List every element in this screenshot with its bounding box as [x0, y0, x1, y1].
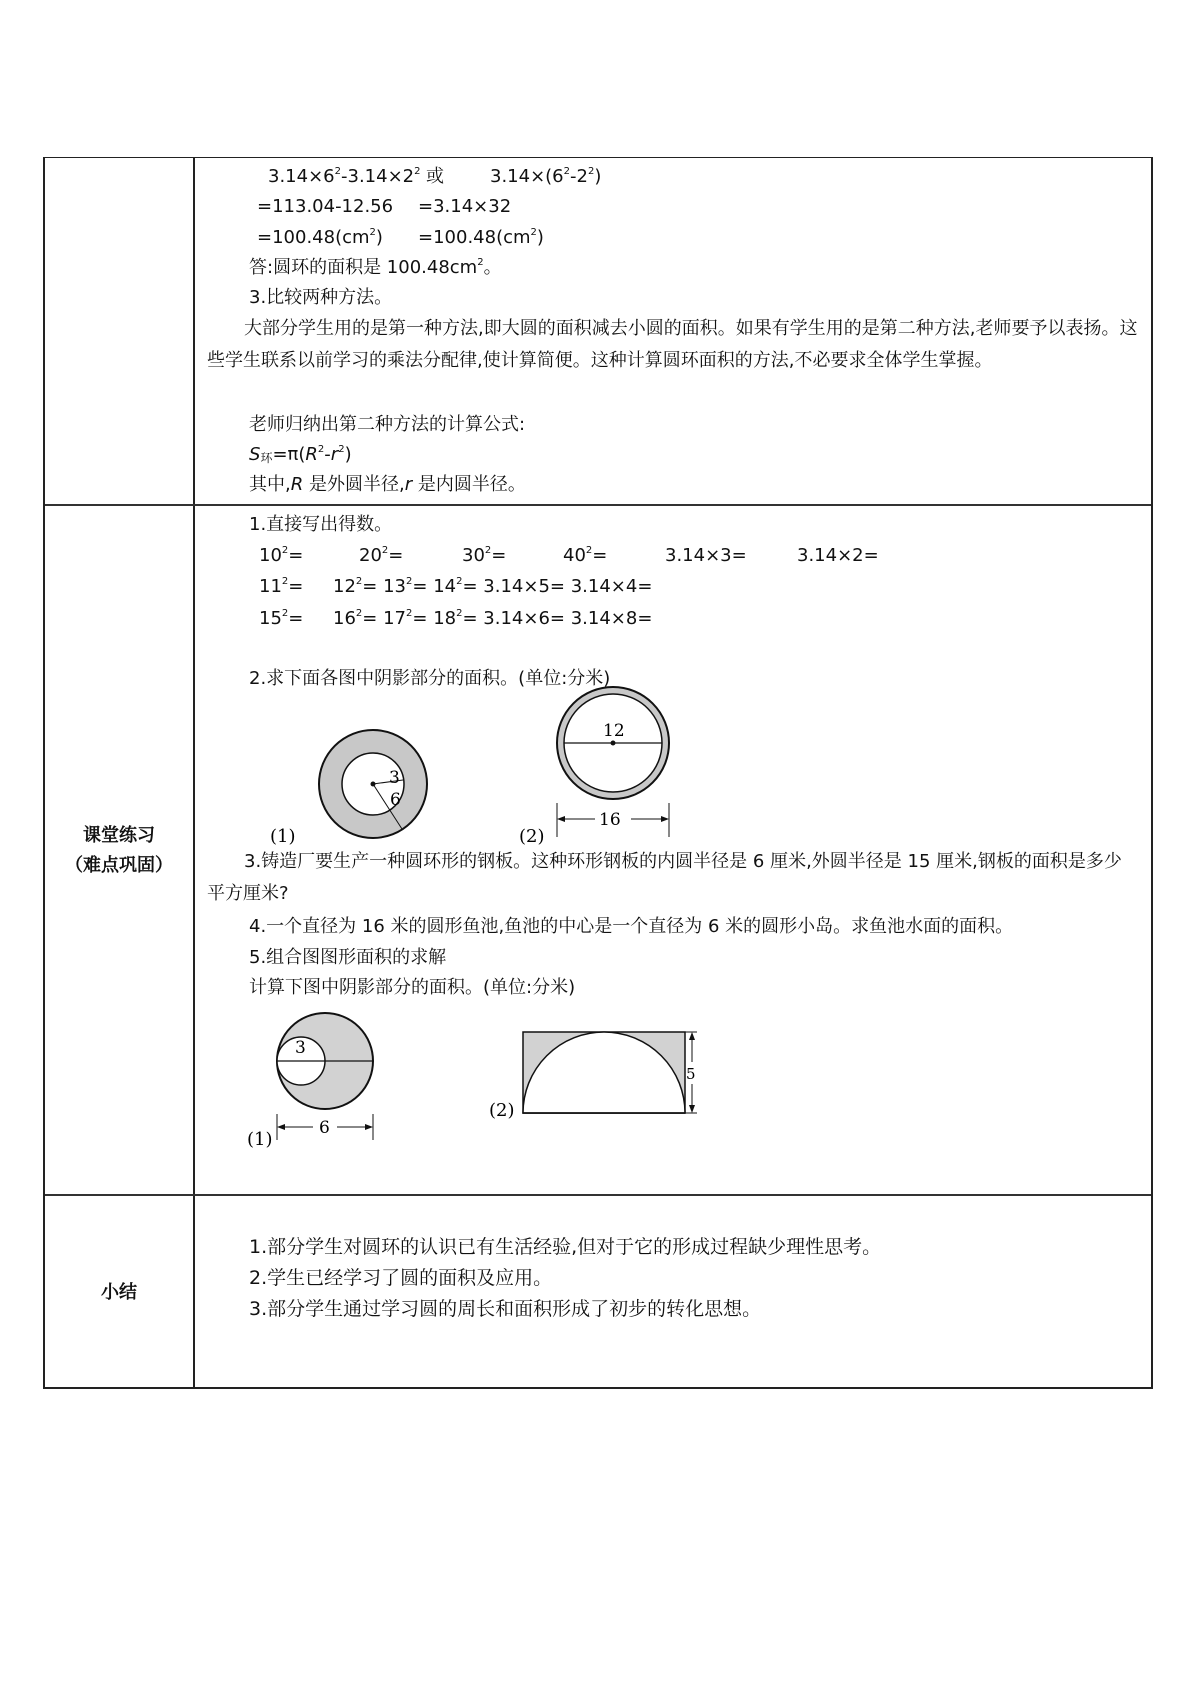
calc-line-2b: =3.14×32: [418, 196, 512, 217]
summary-item: 3.部分学生通过学习圆的周长和面积形成了初步的转化思想。: [249, 1298, 762, 1320]
column-divider: [193, 158, 195, 1387]
fig3-outer-diameter: 6: [319, 1118, 330, 1138]
fig2-label: (2): [519, 826, 545, 845]
question-2: 2.求下面各图中阴影部分的面积。(单位:分米): [249, 668, 611, 689]
combined-figure-3: [243, 1010, 423, 1150]
mental-math-item: 3.14×3=: [665, 545, 747, 566]
mental-math-item: $40^2=$: [563, 545, 608, 566]
or-word: 或: [426, 166, 444, 187]
fig2-inner-diameter: 12: [603, 721, 625, 741]
summary-item: 2.学生已经学习了圆的面积及应用。: [249, 1267, 553, 1289]
calc-line-1a: $3.14\times 6^2-3.14\times 2^2$: [268, 166, 421, 187]
combined-figure-4: [485, 1028, 725, 1146]
lesson-table: [43, 157, 1153, 1389]
mental-math-row: $12^2= 13^2= 14^2= 3.14\times 5= 3.14\times 4=$: [333, 576, 653, 597]
fig4-height: 5: [686, 1065, 696, 1083]
calc-line-3b: $=100.48(cm^2)$: [418, 227, 544, 248]
practice-label: [45, 821, 193, 881]
question-1: 1.直接写出得数。: [249, 514, 393, 535]
calc-line-1b: $3.14\times(6^2-2^2)$: [490, 166, 602, 187]
question-3: 3.铸造厂要生产一种圆环形的钢板。这种环形钢板的内圆半径是 6 厘米,外圆半径是 15 厘米,钢板的面积是多少平方厘米?: [207, 851, 1122, 904]
mental-math-item: $15^2=$: [259, 608, 304, 629]
formula-explanation: 其中,R 是外圆半径,r 是内圆半径。: [249, 474, 526, 495]
summary-label: 小结: [101, 1282, 137, 1303]
annulus-figure-1: [260, 728, 475, 848]
fig4-label: (2): [489, 1100, 515, 1121]
question-5: 5.组合图图形面积的求解: [249, 947, 447, 968]
fig3-label: (1): [247, 1129, 273, 1150]
fig2-outer-diameter: 16: [599, 810, 621, 830]
row-divider: [45, 504, 1151, 506]
calc-line-3a: $=100.48(cm^2)$: [257, 227, 383, 248]
mental-math-row: $16^2= 17^2= 18^2= 3.14\times 6= 3.14\times 8=$: [333, 608, 653, 629]
fig1-inner-radius: 3: [389, 768, 400, 788]
practice-label-line2: （难点巩固）: [65, 855, 173, 876]
mental-math-item: $30^2=$: [462, 545, 507, 566]
answer-line: 答:圆环的面积是 $100.48cm^2$。: [249, 257, 502, 278]
practice-label-line1: 课堂练习: [83, 825, 155, 846]
summary-item: 1.部分学生对圆环的认识已有生活经验,但对于它的形成过程缺少理性思考。: [249, 1236, 882, 1258]
formula: $S_环=\pi(R^2-r^2)$: [249, 444, 352, 465]
row-divider: [45, 1194, 1151, 1196]
fig3-inner-diameter: 3: [295, 1038, 306, 1058]
teacher-formula-intro: 老师归纳出第二种方法的计算公式:: [249, 414, 526, 435]
fig1-label: (1): [270, 826, 296, 847]
ring-figure-2: [515, 685, 725, 845]
mental-math-item: $11^2=$: [259, 576, 304, 597]
method-paragraph: 大部分学生用的是第一种方法,即大圆的面积减去小圆的面积。如果有学生用的是第二种方法,老师要予以表扬。这些学生联系以前学习的乘法分配律,使计算简便。这种计算圆环面积的方法,不必要求全体学生掌握。: [207, 318, 1138, 371]
step-3: 3.比较两种方法。: [249, 287, 393, 308]
question-5-instruction: 计算下图中阴影部分的面积。(单位:分米): [249, 977, 576, 998]
question-4: 4.一个直径为 16 米的圆形鱼池,鱼池的中心是一个直径为 6 米的圆形小岛。求鱼池水面的面积。: [249, 916, 1014, 937]
mental-math-item: 3.14×2=: [797, 545, 879, 566]
fig1-outer-radius: 6: [390, 790, 401, 810]
calc-line-2a: =113.04-12.56: [257, 196, 394, 217]
mental-math-item: $10^2=$: [259, 545, 304, 566]
mental-math-item: $20^2=$: [359, 545, 404, 566]
